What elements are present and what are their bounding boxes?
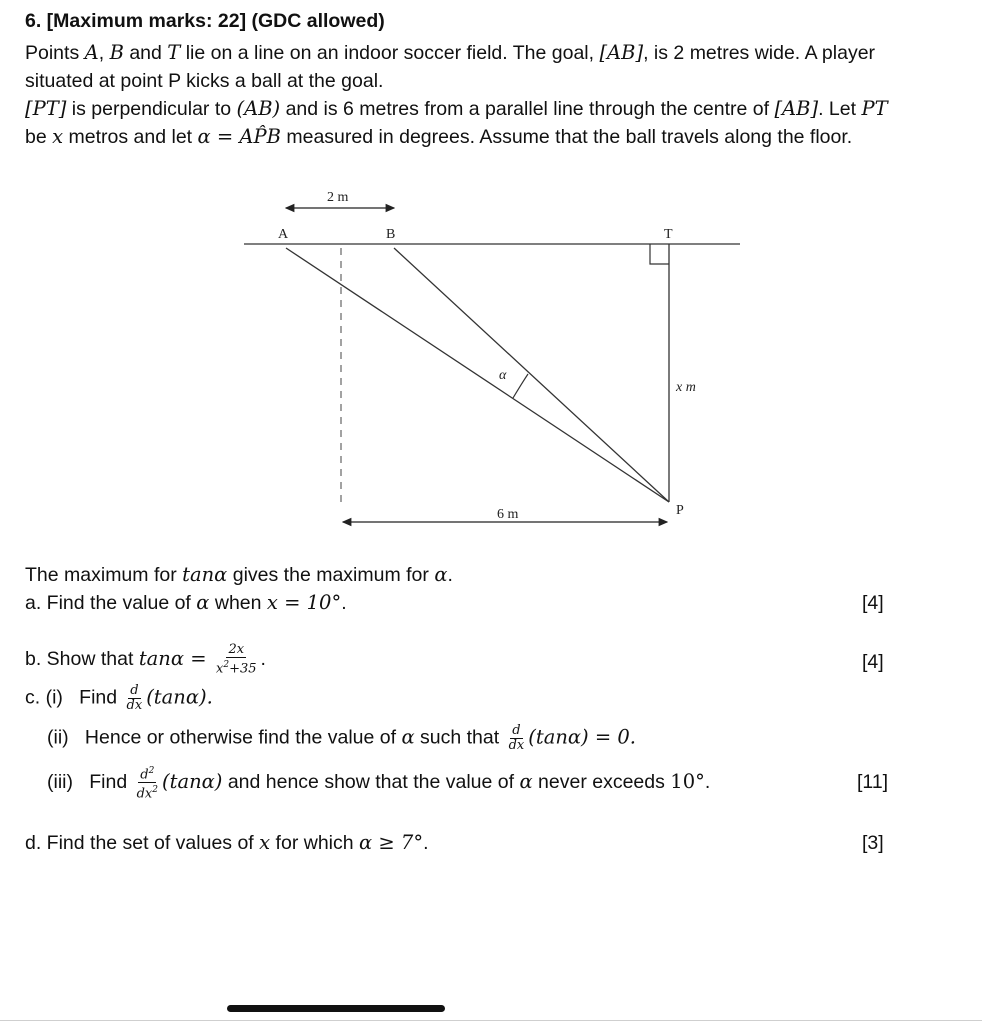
part-b: b. Show that tanα = $\frac{2x}{x^2+35}$ . (25, 642, 266, 677)
label-xm: x m (676, 380, 696, 395)
part-a-marks: [4] (862, 592, 884, 614)
part-a: a. Find the value of α when x = 10°. (25, 591, 347, 614)
home-indicator[interactable] (227, 1005, 445, 1012)
label-2m: 2 m (327, 190, 349, 205)
part-b-marks: [4] (862, 651, 884, 673)
label-P: P (676, 503, 684, 518)
part-c-i: c. (i) Find $\frac{d}{dx}$ (tanα). (25, 683, 213, 713)
fraction-2x-over-x2-plus-35: $\frac{2x}{x^2+35}$ (215, 642, 257, 677)
intro-line-2: situated at point P kicks a ball at the goal. (25, 70, 384, 92)
label-B: B (386, 227, 396, 242)
question-heading: 6. [Maximum marks: 22] (GDC allowed) (25, 10, 385, 32)
line-PA (286, 248, 669, 502)
parts-intro: The maximum for tanα gives the maximum for α. (25, 563, 453, 586)
derivative-operator: $\frac{d}{dx}$ (126, 683, 143, 713)
part-d-marks: [3] (862, 832, 884, 854)
intro-line-1: Points A, B and T lie on a line on an indoor soccer field. The goal, [AB], is 2 metres wide. A player (25, 41, 876, 64)
intro-line-3: [PT] is perpendicular to (AB) and is 6 metres from a parallel line through the centre of [AB]. Let PT (25, 97, 888, 120)
part-c-ii: (ii) Hence or otherwise find the value of α such that $\frac{d}{dx}$ (tanα) = 0. (47, 723, 636, 753)
second-derivative-operator: $\frac{d^2}{dx^2}$ (136, 766, 158, 802)
part-d: d. Find the set of values of x for which α ≥ 7°. (25, 831, 429, 854)
derivative-operator: $\frac{d}{dx}$ (508, 723, 525, 753)
line-PB (394, 248, 669, 502)
label-6m: 6 m (497, 507, 519, 522)
label-alpha: α (499, 368, 507, 383)
right-angle-marker (650, 244, 669, 264)
intro-line-4: be x metros and let α = AP̂B measured in degrees. Assume that the ball travels along the floor. (25, 125, 853, 148)
part-c-iii: (iii) Find $\frac{d^2}{dx^2}$ (tanα) and hence show that the value of α never exceeds 10°. (47, 766, 711, 802)
angle-alpha-arc (513, 374, 528, 398)
label-T: T (664, 227, 673, 242)
label-A: A (278, 227, 289, 242)
bottom-divider (0, 1020, 982, 1021)
part-c-marks: [11] (857, 771, 889, 793)
